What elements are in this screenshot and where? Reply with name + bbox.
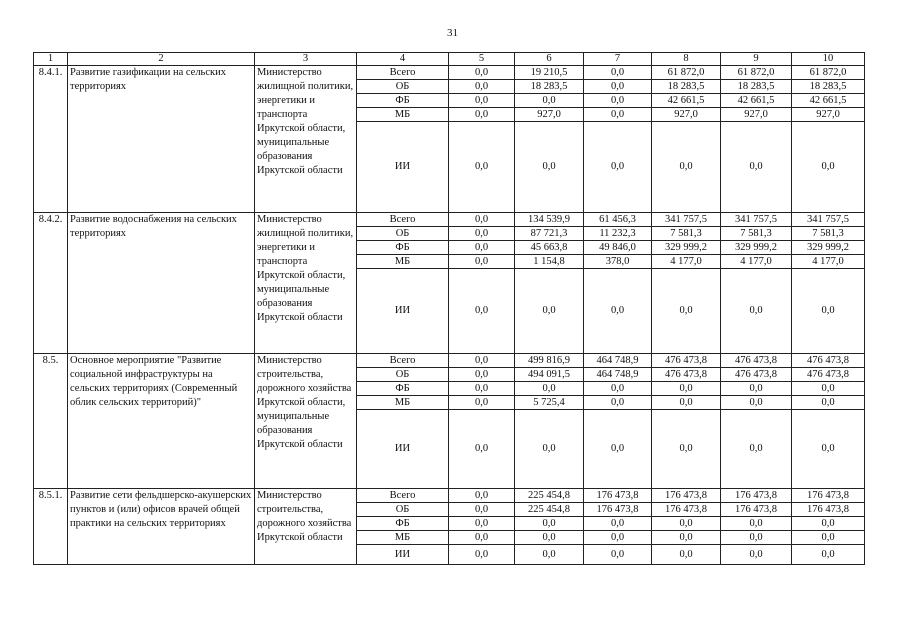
table-row — [34, 66, 865, 80]
funding-source: МБ — [357, 531, 449, 545]
col-header: 3 — [255, 53, 357, 66]
page-number: 31 — [447, 27, 458, 39]
value-cell: 0,0 — [721, 410, 792, 489]
value-cell: 0,0 — [515, 517, 584, 531]
funding-source: Всего — [357, 489, 449, 503]
value-cell: 176 473,8 — [652, 503, 721, 517]
col-header: 9 — [721, 53, 792, 66]
value-cell: 42 661,5 — [792, 94, 865, 108]
activity-name: Развитие газификации на сельских территориях — [68, 66, 255, 213]
value-cell: 476 473,8 — [721, 368, 792, 382]
value-cell: 4 177,0 — [721, 255, 792, 269]
col-header: 5 — [449, 53, 515, 66]
budget-table — [33, 52, 865, 565]
value-cell: 7 581,3 — [652, 227, 721, 241]
value-cell: 0,0 — [721, 531, 792, 545]
value-cell: 176 473,8 — [792, 489, 865, 503]
value-cell: 0,0 — [721, 545, 792, 565]
funding-source: ИИ — [357, 269, 449, 354]
value-cell: 176 473,8 — [721, 503, 792, 517]
value-cell: 61 872,0 — [792, 66, 865, 80]
value-cell: 476 473,8 — [792, 368, 865, 382]
value-cell: 0,0 — [584, 80, 652, 94]
value-cell: 0,0 — [449, 531, 515, 545]
col-header: 7 — [584, 53, 652, 66]
funding-source: Всего — [357, 66, 449, 80]
value-cell: 0,0 — [652, 531, 721, 545]
value-cell: 0,0 — [449, 255, 515, 269]
value-cell: 464 748,9 — [584, 368, 652, 382]
funding-source: ОБ — [357, 80, 449, 94]
executor: Министерство жилищной политики, энергетики и транспорта Иркутской области, муниципальные образования Иркутской области — [255, 66, 357, 213]
value-cell: 0,0 — [652, 517, 721, 531]
value-cell: 0,0 — [792, 396, 865, 410]
value-cell: 0,0 — [584, 122, 652, 213]
value-cell: 0,0 — [515, 545, 584, 565]
value-cell: 0,0 — [449, 396, 515, 410]
value-cell: 0,0 — [449, 489, 515, 503]
value-cell: 341 757,5 — [721, 213, 792, 227]
value-cell: 0,0 — [652, 396, 721, 410]
value-cell: 225 454,8 — [515, 489, 584, 503]
value-cell: 42 661,5 — [721, 94, 792, 108]
col-header: 8 — [652, 53, 721, 66]
value-cell: 0,0 — [449, 354, 515, 368]
value-cell: 0,0 — [449, 368, 515, 382]
funding-source: ФБ — [357, 517, 449, 531]
funding-source: МБ — [357, 108, 449, 122]
value-cell: 225 454,8 — [515, 503, 584, 517]
value-cell: 0,0 — [584, 94, 652, 108]
value-cell: 927,0 — [792, 108, 865, 122]
value-cell: 18 283,5 — [515, 80, 584, 94]
value-cell: 0,0 — [449, 108, 515, 122]
value-cell: 0,0 — [449, 122, 515, 213]
value-cell: 378,0 — [584, 255, 652, 269]
value-cell: 0,0 — [721, 382, 792, 396]
value-cell: 0,0 — [449, 517, 515, 531]
value-cell: 476 473,8 — [721, 354, 792, 368]
value-cell: 0,0 — [652, 410, 721, 489]
value-cell: 0,0 — [584, 382, 652, 396]
value-cell: 0,0 — [792, 517, 865, 531]
value-cell: 927,0 — [721, 108, 792, 122]
table-row — [34, 489, 865, 503]
value-cell: 341 757,5 — [652, 213, 721, 227]
value-cell: 7 581,3 — [721, 227, 792, 241]
value-cell: 927,0 — [652, 108, 721, 122]
value-cell: 0,0 — [584, 66, 652, 80]
activity-name: Развитие водоснабжения на сельских территориях — [68, 213, 255, 354]
value-cell: 176 473,8 — [584, 503, 652, 517]
value-cell: 499 816,9 — [515, 354, 584, 368]
value-cell: 0,0 — [449, 213, 515, 227]
value-cell: 0,0 — [584, 269, 652, 354]
row-number: 8.5. — [34, 354, 68, 489]
value-cell: 0,0 — [652, 269, 721, 354]
funding-source: ИИ — [357, 410, 449, 489]
value-cell: 176 473,8 — [584, 489, 652, 503]
value-cell: 176 473,8 — [652, 489, 721, 503]
value-cell: 0,0 — [792, 382, 865, 396]
value-cell: 494 091,5 — [515, 368, 584, 382]
value-cell: 0,0 — [792, 545, 865, 565]
value-cell: 927,0 — [515, 108, 584, 122]
value-cell: 0,0 — [792, 531, 865, 545]
value-cell: 0,0 — [515, 269, 584, 354]
value-cell: 0,0 — [515, 382, 584, 396]
value-cell: 0,0 — [449, 241, 515, 255]
col-header: 4 — [357, 53, 449, 66]
value-cell: 4 177,0 — [652, 255, 721, 269]
value-cell: 0,0 — [721, 122, 792, 213]
col-header: 2 — [68, 53, 255, 66]
value-cell: 0,0 — [792, 122, 865, 213]
col-header: 6 — [515, 53, 584, 66]
value-cell: 476 473,8 — [792, 354, 865, 368]
value-cell: 7 581,3 — [792, 227, 865, 241]
value-cell: 0,0 — [449, 66, 515, 80]
table-row — [34, 213, 865, 227]
value-cell: 329 999,2 — [652, 241, 721, 255]
funding-source: ОБ — [357, 227, 449, 241]
value-cell: 341 757,5 — [792, 213, 865, 227]
value-cell: 18 283,5 — [652, 80, 721, 94]
value-cell: 4 177,0 — [792, 255, 865, 269]
value-cell: 1 154,8 — [515, 255, 584, 269]
column-number-header — [34, 53, 865, 66]
value-cell: 0,0 — [449, 410, 515, 489]
col-header: 1 — [34, 53, 68, 66]
value-cell: 0,0 — [652, 122, 721, 213]
value-cell: 134 539,9 — [515, 213, 584, 227]
executor: Министерство строительства, дорожного хозяйства Иркутской области, муниципальные образования Иркутской области — [255, 354, 357, 489]
value-cell: 61 456,3 — [584, 213, 652, 227]
activity-name: Основное мероприятие "Развитие социальной инфраструктуры на сельских территориях (Современный облик сельских территорий)" — [68, 354, 255, 489]
table-row — [34, 354, 865, 368]
activity-name: Развитие сети фельдшерско-акушерских пунктов и (или) офисов врачей общей практики на сельских территориях — [68, 489, 255, 565]
value-cell: 42 661,5 — [652, 94, 721, 108]
value-cell: 18 283,5 — [721, 80, 792, 94]
funding-source: ИИ — [357, 545, 449, 565]
value-cell: 0,0 — [584, 517, 652, 531]
value-cell: 0,0 — [721, 517, 792, 531]
row-number: 8.5.1. — [34, 489, 68, 565]
value-cell: 0,0 — [515, 410, 584, 489]
value-cell: 61 872,0 — [721, 66, 792, 80]
value-cell: 0,0 — [584, 396, 652, 410]
value-cell: 87 721,3 — [515, 227, 584, 241]
value-cell: 0,0 — [515, 122, 584, 213]
value-cell: 329 999,2 — [792, 241, 865, 255]
value-cell: 0,0 — [584, 531, 652, 545]
value-cell: 0,0 — [721, 269, 792, 354]
value-cell: 0,0 — [792, 269, 865, 354]
value-cell: 0,0 — [584, 108, 652, 122]
value-cell: 476 473,8 — [652, 354, 721, 368]
value-cell: 0,0 — [449, 382, 515, 396]
funding-source: ФБ — [357, 382, 449, 396]
value-cell: 476 473,8 — [652, 368, 721, 382]
value-cell: 45 663,8 — [515, 241, 584, 255]
value-cell: 176 473,8 — [792, 503, 865, 517]
value-cell: 61 872,0 — [652, 66, 721, 80]
value-cell: 5 725,4 — [515, 396, 584, 410]
executor: Министерство жилищной политики, энергетики и транспорта Иркутской области, муниципальные образования Иркутской области — [255, 213, 357, 354]
value-cell: 0,0 — [449, 227, 515, 241]
value-cell: 49 846,0 — [584, 241, 652, 255]
funding-source: ОБ — [357, 368, 449, 382]
value-cell: 0,0 — [721, 396, 792, 410]
col-header: 10 — [792, 53, 865, 66]
value-cell: 0,0 — [449, 269, 515, 354]
value-cell: 0,0 — [584, 410, 652, 489]
executor: Министерство строительства, дорожного хозяйства Иркутской области — [255, 489, 357, 565]
funding-source: МБ — [357, 255, 449, 269]
value-cell: 329 999,2 — [721, 241, 792, 255]
funding-source: ОБ — [357, 503, 449, 517]
value-cell: 0,0 — [515, 94, 584, 108]
value-cell: 0,0 — [515, 531, 584, 545]
value-cell: 0,0 — [449, 503, 515, 517]
funding-source: ФБ — [357, 94, 449, 108]
row-number: 8.4.1. — [34, 66, 68, 213]
value-cell: 464 748,9 — [584, 354, 652, 368]
value-cell: 18 283,5 — [792, 80, 865, 94]
row-number: 8.4.2. — [34, 213, 68, 354]
funding-source: Всего — [357, 354, 449, 368]
value-cell: 0,0 — [652, 545, 721, 565]
funding-source: ФБ — [357, 241, 449, 255]
funding-source: Всего — [357, 213, 449, 227]
value-cell: 0,0 — [792, 410, 865, 489]
value-cell: 19 210,5 — [515, 66, 584, 80]
funding-source: ИИ — [357, 122, 449, 213]
value-cell: 176 473,8 — [721, 489, 792, 503]
value-cell: 0,0 — [449, 545, 515, 565]
value-cell: 0,0 — [449, 80, 515, 94]
value-cell: 0,0 — [584, 545, 652, 565]
funding-source: МБ — [357, 396, 449, 410]
value-cell: 0,0 — [449, 94, 515, 108]
value-cell: 11 232,3 — [584, 227, 652, 241]
value-cell: 0,0 — [652, 382, 721, 396]
